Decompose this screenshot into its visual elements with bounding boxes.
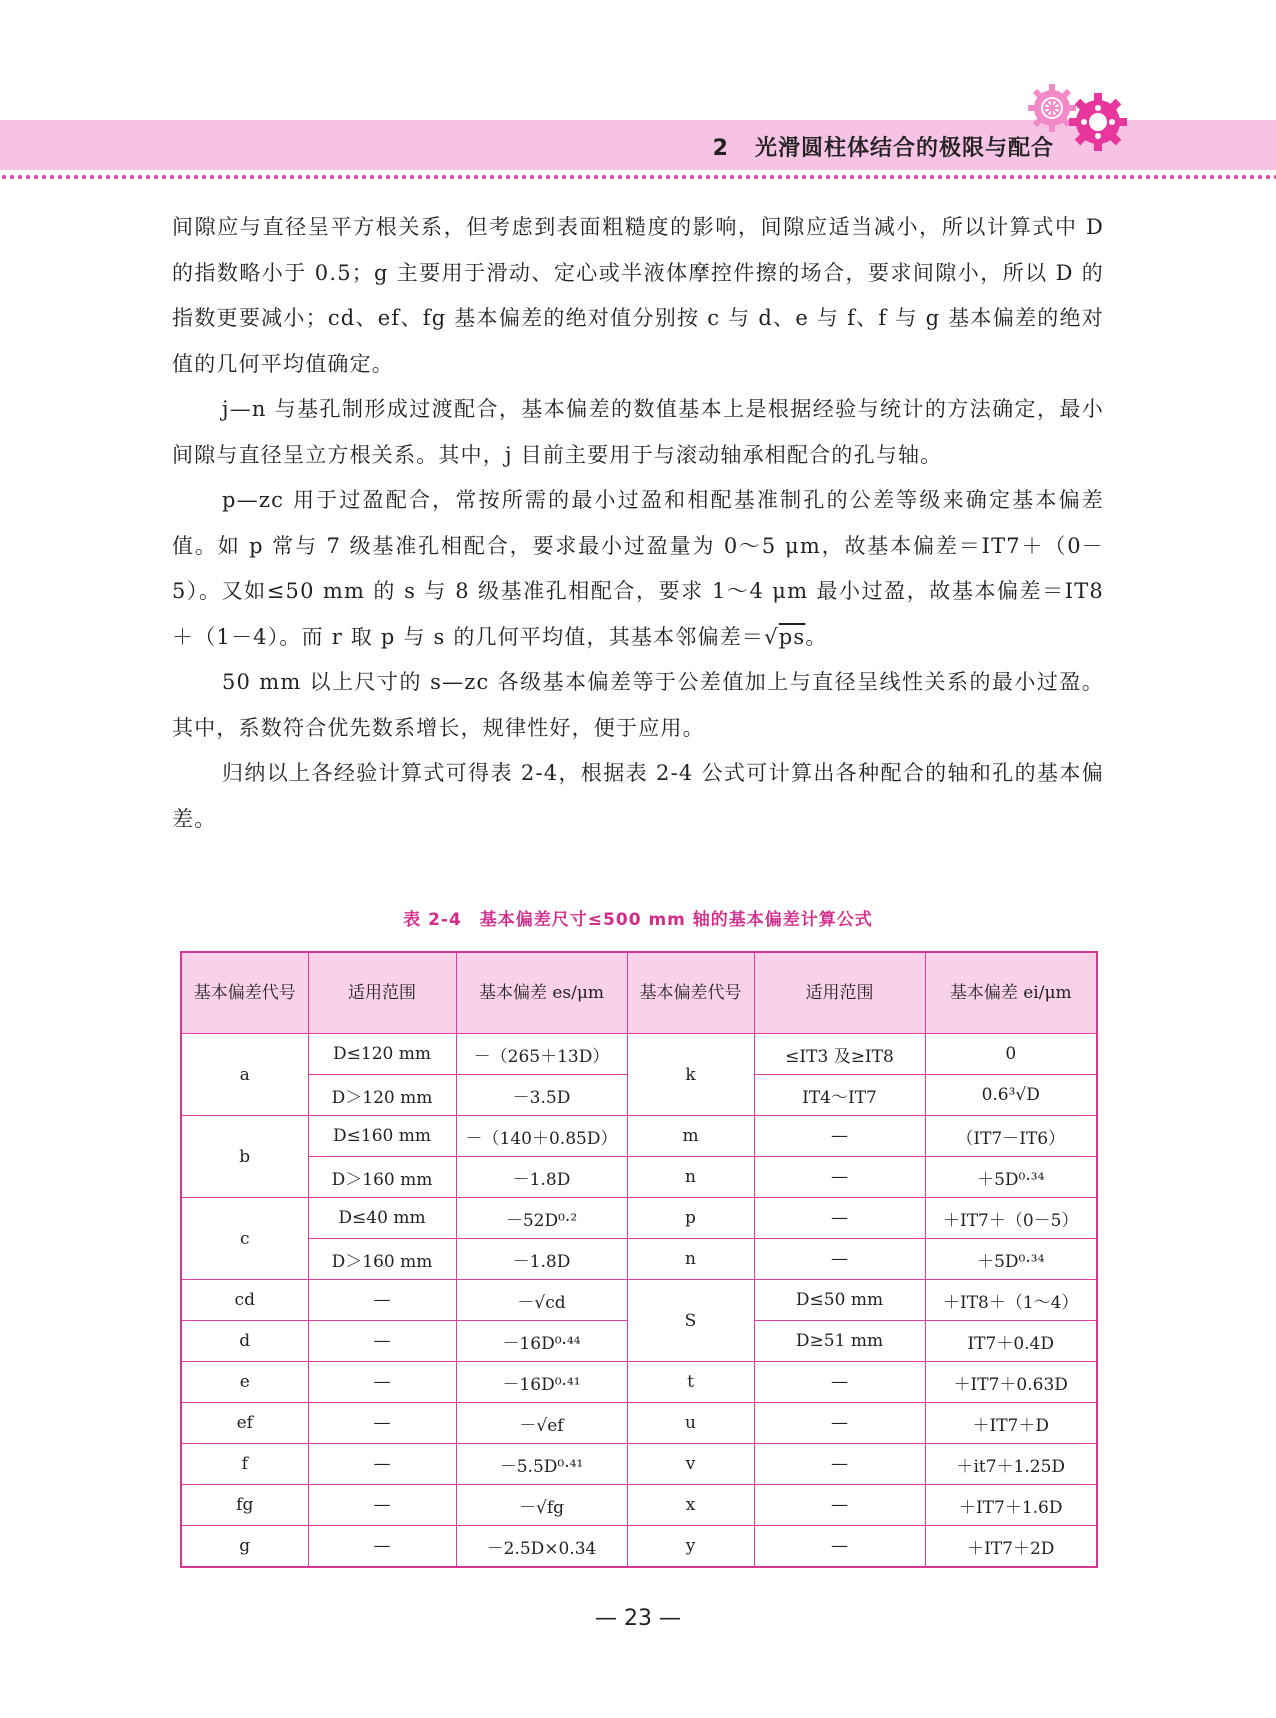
code-cell: p (627, 1198, 754, 1239)
header-range-left: 适用范围 (308, 952, 456, 1034)
sqrt-symbol: √ (764, 624, 779, 649)
range-cell: — (754, 1526, 925, 1568)
chapter-title (713, 131, 1054, 162)
range-cell: — (308, 1444, 456, 1485)
ei-cell: ＋IT7＋（0－5） (925, 1198, 1097, 1239)
table-row (181, 1116, 1097, 1157)
table-row (181, 1403, 1097, 1444)
header-code-right: 基本偏差代号 (627, 952, 754, 1034)
range-cell: D＞160 mm (308, 1157, 456, 1198)
code-cell: v (627, 1444, 754, 1485)
ei-cell: ＋IT7＋0.63D (925, 1362, 1097, 1403)
ei-cell: ＋5D⁰·³⁴ (925, 1239, 1097, 1280)
code-cell: a (181, 1034, 308, 1116)
chapter-number: 2 (712, 136, 729, 161)
code-cell: f (181, 1444, 308, 1485)
code-cell: n (627, 1157, 754, 1198)
paragraph-text: p—zc 用于过盈配合，常按所需的最小过盈和相配基准制孔的公差等级来确定基本偏差值。如 p 常与 7 级基准孔相配合，要求最小过盈量为 0～5 μm，故基本偏差＝IT7＋（0－5）。又如≤50 mm 的 s 与 8 级基准孔相配合，要求 1～4 μm 最小过盈，故基本偏差＝IT8＋（1－4）。而 r 取 p 与 s 的几何平均值，其基本邻偏差＝ (172, 488, 1104, 649)
es-cell: －（265＋13D） (456, 1034, 627, 1075)
code-cell: u (627, 1403, 754, 1444)
header-code-left: 基本偏差代号 (181, 952, 308, 1034)
code-cell: c (181, 1198, 308, 1280)
page-number: — 23 — (595, 1606, 681, 1631)
range-cell: D＞120 mm (308, 1075, 456, 1116)
es-cell: －16D⁰·⁴¹ (456, 1362, 627, 1403)
range-cell: D＞160 mm (308, 1239, 456, 1280)
es-cell: －（140＋0.85D） (456, 1116, 627, 1157)
range-cell: — (754, 1444, 925, 1485)
ei-cell: ＋IT8＋（1～4） (925, 1280, 1097, 1321)
header-es: 基本偏差 es/μm (456, 952, 627, 1034)
range-cell: — (308, 1321, 456, 1362)
code-cell: g (181, 1526, 308, 1568)
range-cell: D≥51 mm (754, 1321, 925, 1362)
table-row (181, 1157, 1097, 1198)
range-cell: — (754, 1403, 925, 1444)
paragraph-end: 。 (805, 624, 828, 649)
table-row (181, 1485, 1097, 1526)
ei-cell: ＋IT7＋2D (925, 1526, 1097, 1568)
table-caption: 表 2-4 基本偏差尺寸≤500 mm 轴的基本偏差计算公式 (403, 910, 873, 930)
gear-icon (1068, 92, 1128, 152)
header-ei: 基本偏差 ei/μm (925, 952, 1097, 1034)
ei-cell: （IT7－IT6） (925, 1116, 1097, 1157)
table-row (181, 1526, 1097, 1568)
table-row (181, 1239, 1097, 1280)
code-cell: m (627, 1116, 754, 1157)
paragraph: j—n 与基孔制形成过渡配合，基本偏差的数值基本上是根据经验与统计的方法确定，最小间隙与直径呈立方根关系。其中，j 目前主要用于与滚动轴承相配合的孔与轴。 (172, 397, 1104, 467)
code-cell: n (627, 1239, 754, 1280)
code-cell: t (627, 1362, 754, 1403)
range-cell: — (754, 1485, 925, 1526)
es-cell: －√cd (456, 1280, 627, 1321)
chapter-name: 光滑圆柱体结合的极限与配合 (754, 136, 1054, 161)
range-cell: D≤50 mm (754, 1280, 925, 1321)
header-dotted-rule (0, 174, 1276, 180)
range-cell: — (754, 1157, 925, 1198)
code-cell: b (181, 1116, 308, 1198)
deviation-formula-table (180, 951, 1098, 1568)
code-cell: x (627, 1485, 754, 1526)
es-cell: －1.8D (456, 1239, 627, 1280)
range-cell: — (308, 1280, 456, 1321)
ei-cell: ＋IT7＋1.6D (925, 1485, 1097, 1526)
body-text (172, 205, 1104, 842)
range-cell: IT4～IT7 (754, 1075, 925, 1116)
code-cell: S (627, 1280, 754, 1362)
code-cell: fg (181, 1485, 308, 1526)
sqrt-argument: ps (778, 624, 806, 649)
paragraph: 间隙应与直径呈平方根关系，但考虑到表面粗糙度的影响，间隙应适当减小，所以计算式中 D 的指数略小于 0.5；g 主要用于滑动、定心或半液体摩控件擦的场合，要求间隙小，所以 D 的指数更要减小；cd、ef、fg 基本偏差的绝对值分别按 c 与 d、e 与 f、f 与 g 基本偏差的绝对值的几何平均值确定。 (172, 215, 1104, 376)
range-cell: — (754, 1362, 925, 1403)
ei-cell: 0.6³√D (925, 1075, 1097, 1116)
ei-cell: IT7＋0.4D (925, 1321, 1097, 1362)
range-cell: ≤IT3 及≥IT8 (754, 1034, 925, 1075)
code-cell: d (181, 1321, 308, 1362)
table-row (181, 1362, 1097, 1403)
es-cell: －√fg (456, 1485, 627, 1526)
range-cell: D≤40 mm (308, 1198, 456, 1239)
ei-cell: ＋5D⁰·³⁴ (925, 1157, 1097, 1198)
paragraph: 归纳以上各经验计算式可得表 2-4，根据表 2-4 公式可计算出各种配合的轴和孔的基本偏差。 (172, 761, 1104, 831)
header-range-right: 适用范围 (754, 952, 925, 1034)
es-cell: －√ef (456, 1403, 627, 1444)
range-cell: — (754, 1198, 925, 1239)
es-cell: －16D⁰·⁴⁴ (456, 1321, 627, 1362)
range-cell: — (308, 1485, 456, 1526)
es-cell: －5.5D⁰·⁴¹ (456, 1444, 627, 1485)
range-cell: — (308, 1362, 456, 1403)
range-cell: — (308, 1526, 456, 1568)
range-cell: D≤160 mm (308, 1116, 456, 1157)
table-row (181, 1198, 1097, 1239)
es-cell: －3.5D (456, 1075, 627, 1116)
range-cell: — (754, 1116, 925, 1157)
code-cell: ef (181, 1403, 308, 1444)
table-header-row (181, 952, 1097, 1034)
table-row (181, 1034, 1097, 1075)
code-cell: cd (181, 1280, 308, 1321)
es-cell: －1.8D (456, 1157, 627, 1198)
table-row (181, 1280, 1097, 1321)
code-cell: k (627, 1034, 754, 1116)
range-cell: — (308, 1403, 456, 1444)
paragraph: 50 mm 以上尺寸的 s—zc 各级基本偏差等于公差值加上与直径呈线性关系的最小过盈。其中，系数符合优先数系增长，规律性好，便于应用。 (172, 670, 1104, 740)
es-cell: －2.5D×0.34 (456, 1526, 627, 1568)
ei-cell: ＋IT7＋D (925, 1403, 1097, 1444)
range-cell: D≤120 mm (308, 1034, 456, 1075)
ei-cell: 0 (925, 1034, 1097, 1075)
code-cell: y (627, 1526, 754, 1568)
table-row (181, 1444, 1097, 1485)
range-cell: — (754, 1239, 925, 1280)
ei-cell: ＋it7＋1.25D (925, 1444, 1097, 1485)
es-cell: －52D⁰·² (456, 1198, 627, 1239)
paragraph (172, 478, 1104, 660)
code-cell: e (181, 1362, 308, 1403)
